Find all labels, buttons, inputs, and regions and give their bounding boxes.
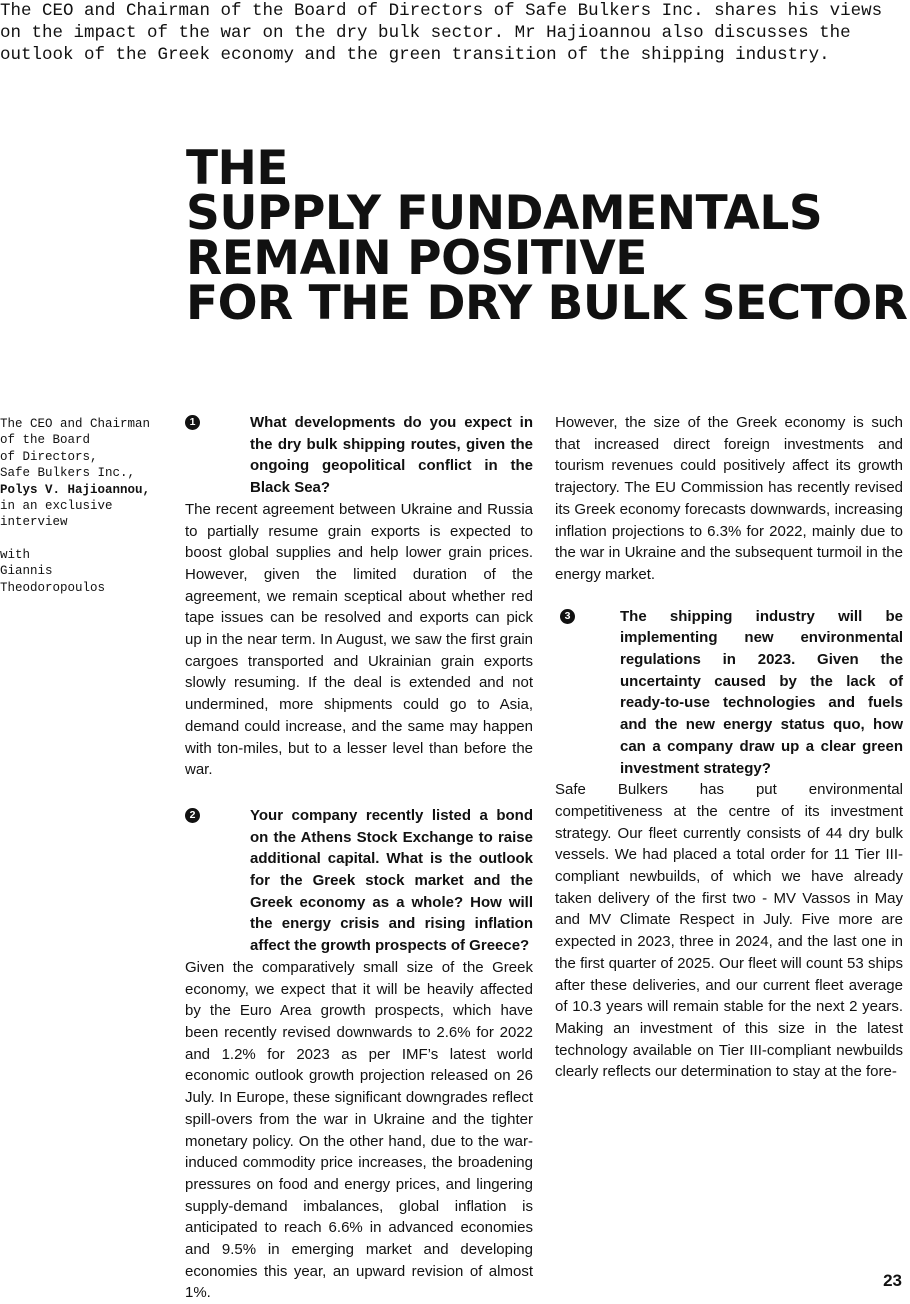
question-number-badge: 1 [185, 415, 200, 430]
question-2: Your company recently listed a bond on the Athens Stock Exchange to raise additional capital. What is the outlook for the Greek stock market and the Greek economy as a whole? How will the energy crisis and rising inflation affect the growth prospects of Greece? [250, 806, 533, 955]
question-1: What developments do you expect in the dry bulk shipping routes, given the ongoing geopolitical conflict in the Black Sea? [250, 414, 533, 497]
byline-interviewer-name: Giannis Theodoropoulos [0, 564, 106, 595]
page-number: 23 [883, 1271, 902, 1290]
intro-text: The CEO and Chairman of the Board of Directors of Safe Bulkers Inc. shares his views on the impact of the war on the dry bulk sector. Mr Hajioannou also discusses the outlook of the Greek economy and the green transition of the shipping industry. [0, 1, 883, 65]
column-right [555, 412, 903, 1083]
byline [0, 416, 160, 596]
byline-context-line: interview [0, 515, 68, 530]
question-3: The shipping industry will be implementing new environmental regulations in 2023. Given the uncertainty caused by the lack of ready-to-use technologies and fuels and the new energy status quo, how can a company draw up a clear green investment strategy? [620, 607, 903, 777]
qa-block-3 [555, 606, 903, 780]
byline-spacer [0, 531, 160, 547]
headline-line: THE [186, 141, 289, 196]
question-number-badge: 3 [560, 609, 575, 624]
byline-context-line: in an exclusive [0, 499, 113, 514]
headline-line: REMAIN POSITIVE [186, 231, 647, 286]
byline-role-line: The CEO and Chairman [0, 417, 151, 431]
answer-1: The recent agreement between Ukraine and Russia to partially resume grain exports is expected to boost global supplies and help lower grain prices. However, given the limited duration of the agreement, we remain sceptical about whether red tape issues can be resolved and exports can pick up in the near term. In August, we saw the first grain cargoes transported and Ukrainian grain exports slowly resuming. If the deal is extended and not undermined, more shipments could go to Asia, demand could increase, and the same may happen with ton-miles, but to a lesser level than before the war. [185, 500, 533, 779]
byline-role-line: of Directors, [0, 449, 98, 464]
byline-role-line: of the Board [0, 433, 91, 448]
headline [186, 141, 910, 331]
qa-block-1 [185, 412, 533, 499]
byline-with: with [0, 547, 31, 562]
question-number-badge: 2 [185, 808, 200, 823]
headline-line: FOR THE DRY BULK SECTOR [186, 276, 908, 331]
answer-2-continued: However, the size of the Greek economy is such that increased direct foreign investments and tourism revenues could positively affect its growth trajectory. The EU Commission has recently revised its Greek economy forecasts downwards, increasing inflation projections to 6.3% for 2022, mainly due to the war in Ukraine and the subsequent turmoil in the energy market. [555, 414, 903, 583]
byline-interviewee-name: Polys V. Hajioannou, [0, 482, 151, 497]
column-left [185, 412, 533, 1304]
headline-line: SUPPLY FUNDAMENTALS [186, 186, 823, 241]
answer-3: Safe Bulkers has put environmental competitiveness at the centre of its investment strategy. Our fleet currently consists of 44 dry bulk vessels. We had placed a total order for 11 Tier III-compliant newbuilds, of which we have already taken delivery of the first two - MV Vassos in May and MV Climate Respect in July. Five more are expected in 2023, three in 2024, and the last one in the first quarter of 2025. Our fleet will count 53 ships after these deliveries, and our current fleet average of 10.3 years will remain stable for the next 2 years. Making an investment of this size in the latest technology available on Tier III-compliant newbuilds clearly reflects our determination to stay at the fore- [555, 781, 903, 1081]
byline-role-line: Safe Bulkers Inc., [0, 466, 136, 481]
qa-block-2 [185, 805, 533, 957]
answer-2: Given the comparatively small size of the Greek economy, we expect that it will be heavily affected by the Euro Area growth prospects, which have been recently revised downwards to 2.6% for 2022 and 1.2% for 2023 as per IMF’s latest world economic outlook growth projection released on 26 July. In Europe, these significant downgrades reflect spill-overs from the war in Ukraine and the tighter monetary policy. On the other hand, due to the war-induced commodity price increases, the broadening pressures on food and energy prices, and lingering supply-demand imbalances, global inflation is anticipated to reach 6.6% in advanced economies and 9.5% in emerging market and developing economies this year, an upward revision of almost 1%. [185, 958, 533, 1302]
